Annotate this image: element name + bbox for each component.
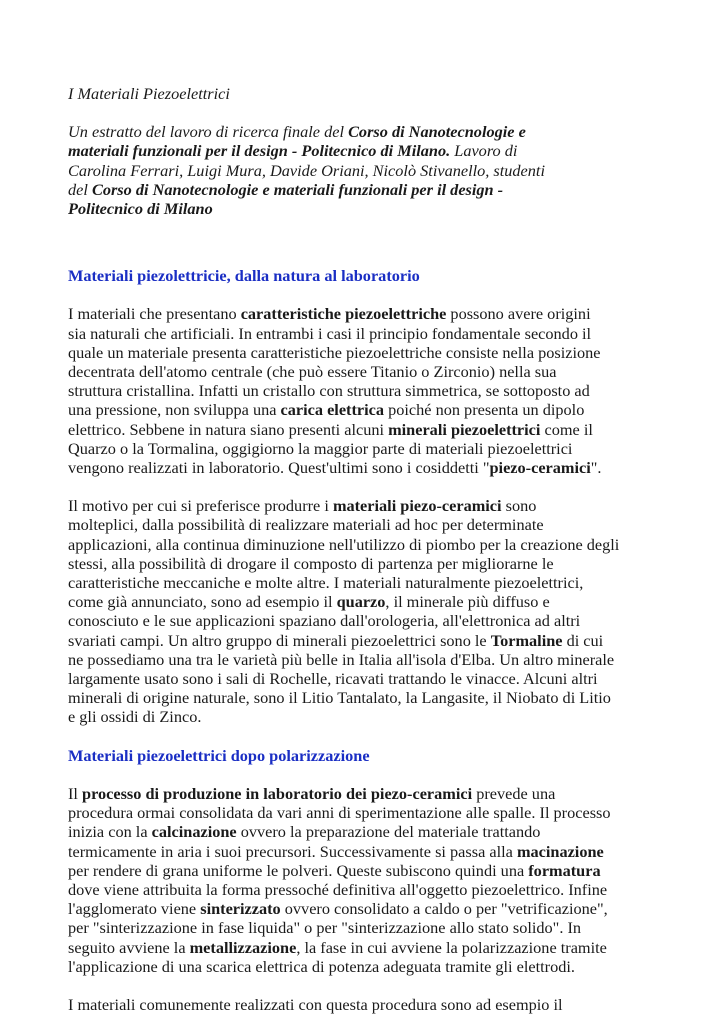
bold-text: Corso di Nanotecnologie e	[348, 122, 526, 142]
paragraph-motivo	[68, 496, 668, 726]
paragraph-processo	[68, 784, 668, 976]
text-run: per rendere di grana uniforme le polveri. Queste subiscono quindi una	[68, 860, 529, 880]
text-line	[68, 592, 668, 611]
text-line	[68, 880, 668, 899]
text-line	[68, 707, 668, 726]
bold-text: Tormaline	[490, 630, 563, 650]
text-line	[68, 362, 668, 381]
text-run: , il minerale più diffuso e	[385, 592, 550, 612]
text-run: l'agglomerato viene	[68, 899, 201, 919]
text-run: quale un materiale presenta caratteristiche piezoelettriche consiste nella posizione	[68, 342, 601, 362]
text-line	[68, 458, 668, 477]
text-line	[68, 439, 668, 458]
text-run: Lavoro di	[450, 141, 518, 161]
bold-text: materiali piezo-ceramici	[332, 496, 502, 516]
text-run: elettrico. Sebbene in natura siano presenti alcuni	[68, 419, 389, 439]
text-run: dove viene attribuita la forma pressoché definitiva all'oggetto piezoelettrico. Infine	[68, 879, 608, 899]
text-run: di cui	[562, 630, 604, 650]
bold-text: caratteristiche piezoelettriche	[240, 304, 447, 324]
bold-text: piezo-ceramici	[489, 458, 591, 478]
text-line	[68, 573, 668, 592]
text-run: struttura cristallina. Infatti un cristallo con struttura simmetrica, se sottoposto ad	[68, 381, 590, 401]
text-run: ovvero consolidato a caldo o per "vetrificazione",	[280, 899, 608, 919]
bold-text: formatura	[528, 860, 601, 880]
text-run: come il	[540, 419, 593, 439]
text-run: minerali di origine naturale, sono il Litio Tantalato, la Langasite, il Niobato di Litio	[68, 688, 611, 708]
paragraph-caratteristiche	[68, 304, 668, 477]
text-line	[68, 995, 668, 1014]
text-line	[68, 803, 668, 822]
bold-text: metallizzazione	[189, 937, 297, 957]
text-run: l'applicazione di una scarica elettrica di potenza adeguata tramite gli elettrodi.	[68, 956, 575, 976]
text-run: una pressione, non sviluppa una	[68, 400, 281, 420]
text-line	[68, 918, 668, 937]
text-run: caratteristiche meccaniche e molte altre. I materiali naturalmente piezoelettrici,	[68, 573, 584, 593]
text-run: svariati campi. Un altro gruppo di minerali piezoelettrici sono le	[68, 630, 491, 650]
text-line	[68, 199, 668, 218]
section-heading-polarizzazione: Materiali piezoelettrici dopo polarizzazione	[68, 745, 370, 765]
text-run: ".	[590, 458, 602, 478]
paragraph-procedura	[68, 995, 668, 1014]
text-line	[68, 650, 668, 669]
text-line	[68, 861, 668, 880]
text-line	[68, 957, 668, 976]
text-run: Il motivo per cui si preferisce produrre i	[68, 496, 333, 516]
text-run: come già annunciato, sono ad esempio il	[68, 592, 337, 612]
bold-text: Corso di Nanotecnologie e materiali funzionali per il design -	[91, 179, 504, 199]
text-line	[68, 938, 668, 957]
text-line	[68, 180, 668, 199]
text-line	[68, 631, 668, 650]
text-line	[68, 141, 668, 160]
text-line	[68, 669, 668, 688]
text-run: I materiali comunemente realizzati con questa procedura sono ad esempio il	[68, 994, 563, 1014]
text-run: e gli ossidi di Zinco.	[68, 707, 202, 727]
document-title: I Materiali Piezoelettrici	[68, 84, 230, 103]
text-run: , la fase in cui avviene la polarizzazione tramite	[296, 937, 607, 957]
text-run: per "sinterizzazione in fase liquida" o per "sinterizzazione allo stato solido". In	[68, 918, 582, 938]
bold-text: Politecnico di Milano	[68, 199, 213, 219]
bold-text: quarzo	[336, 592, 386, 612]
text-line	[68, 554, 668, 573]
text-line	[68, 842, 668, 861]
text-run: Un estratto del lavoro di ricerca finale del	[68, 122, 349, 142]
bold-text: macinazione	[516, 841, 604, 861]
text-line	[68, 400, 668, 419]
text-run: poiché non presenta un dipolo	[384, 400, 585, 420]
text-run: procedura ormai consolidata da vari anni di sperimentazione alle spalle. Il processo	[68, 803, 611, 823]
bold-text: processo di produzione in laboratorio dei piezo-ceramici	[82, 783, 473, 803]
document-page	[68, 84, 668, 1014]
text-run: ne possediamo una tra le varietà più belle in Italia all'isola d'Elba. Un altro minerale	[68, 649, 615, 669]
text-line	[68, 122, 668, 141]
text-line	[68, 420, 668, 439]
section-heading-natura-laboratorio: Materiali piezolettricie, dalla natura al laboratorio	[68, 266, 420, 286]
text-run: Carolina Ferrari, Luigi Mura, Davide Oriani, Nicolò Stivanello, studenti	[68, 160, 545, 180]
text-run: vengono realizzati in laboratorio. Quest'ultimi sono i cosiddetti "	[68, 458, 490, 478]
intro-paragraph	[68, 122, 668, 218]
text-line	[68, 688, 668, 707]
text-run: Quarzo o la Tormalina, oggigiorno la maggior parte di materiali piezoelettrici	[68, 438, 573, 458]
text-run: del	[68, 179, 92, 199]
text-run: termicamente in aria i suoi precursori. Successivamente si passa alla	[68, 841, 517, 861]
text-line	[68, 343, 668, 362]
text-run: Il	[68, 783, 83, 803]
text-run: conosciuto e le sue applicazioni spaziano dall'orologeria, all'elettronica ad altri	[68, 611, 581, 631]
text-line	[68, 161, 668, 180]
text-run: decentrata dell'atomo centrale (che può essere Titanio o Zirconio) nella sua	[68, 362, 557, 382]
text-run: inizia con la	[68, 822, 152, 842]
text-line	[68, 496, 668, 515]
text-line	[68, 899, 668, 918]
text-line	[68, 822, 668, 841]
text-run: sia naturali che artificiali. In entrambi i casi il principio fondamentale secondo il	[68, 323, 592, 343]
text-run: ovvero la preparazione del materiale trattando	[236, 822, 541, 842]
text-line	[68, 515, 668, 534]
text-run: I materiali che presentano	[68, 304, 241, 324]
text-run: molteplici, dalla possibilità di realizzare materiali ad hoc per determinate	[68, 515, 544, 535]
text-line	[68, 784, 668, 803]
text-line	[68, 611, 668, 630]
text-run: applicazioni, alla continua diminuzione nell'utilizzo di piombo per la creazione degli	[68, 534, 620, 554]
text-run: stessi, alla possibilità di drogare il composto di partenza per migliorarne le	[68, 553, 554, 573]
text-run: prevede una	[472, 783, 556, 803]
text-run: largamente usato sono i sali di Rochelle, ricavati trattando le vinacce. Alcuni altri	[68, 669, 598, 689]
bold-text: carica elettrica	[280, 400, 385, 420]
bold-text: materiali funzionali per il design - Politecnico di Milano.	[68, 141, 451, 161]
bold-text: minerali piezoelettrici	[388, 419, 541, 439]
text-run: seguito avviene la	[68, 937, 190, 957]
text-run: sono	[501, 496, 537, 516]
bold-text: calcinazione	[151, 822, 237, 842]
text-run: possono avere origini	[446, 304, 591, 324]
text-line	[68, 381, 668, 400]
text-line	[68, 324, 668, 343]
text-line	[68, 535, 668, 554]
text-line	[68, 304, 668, 323]
bold-text: sinterizzato	[200, 899, 281, 919]
